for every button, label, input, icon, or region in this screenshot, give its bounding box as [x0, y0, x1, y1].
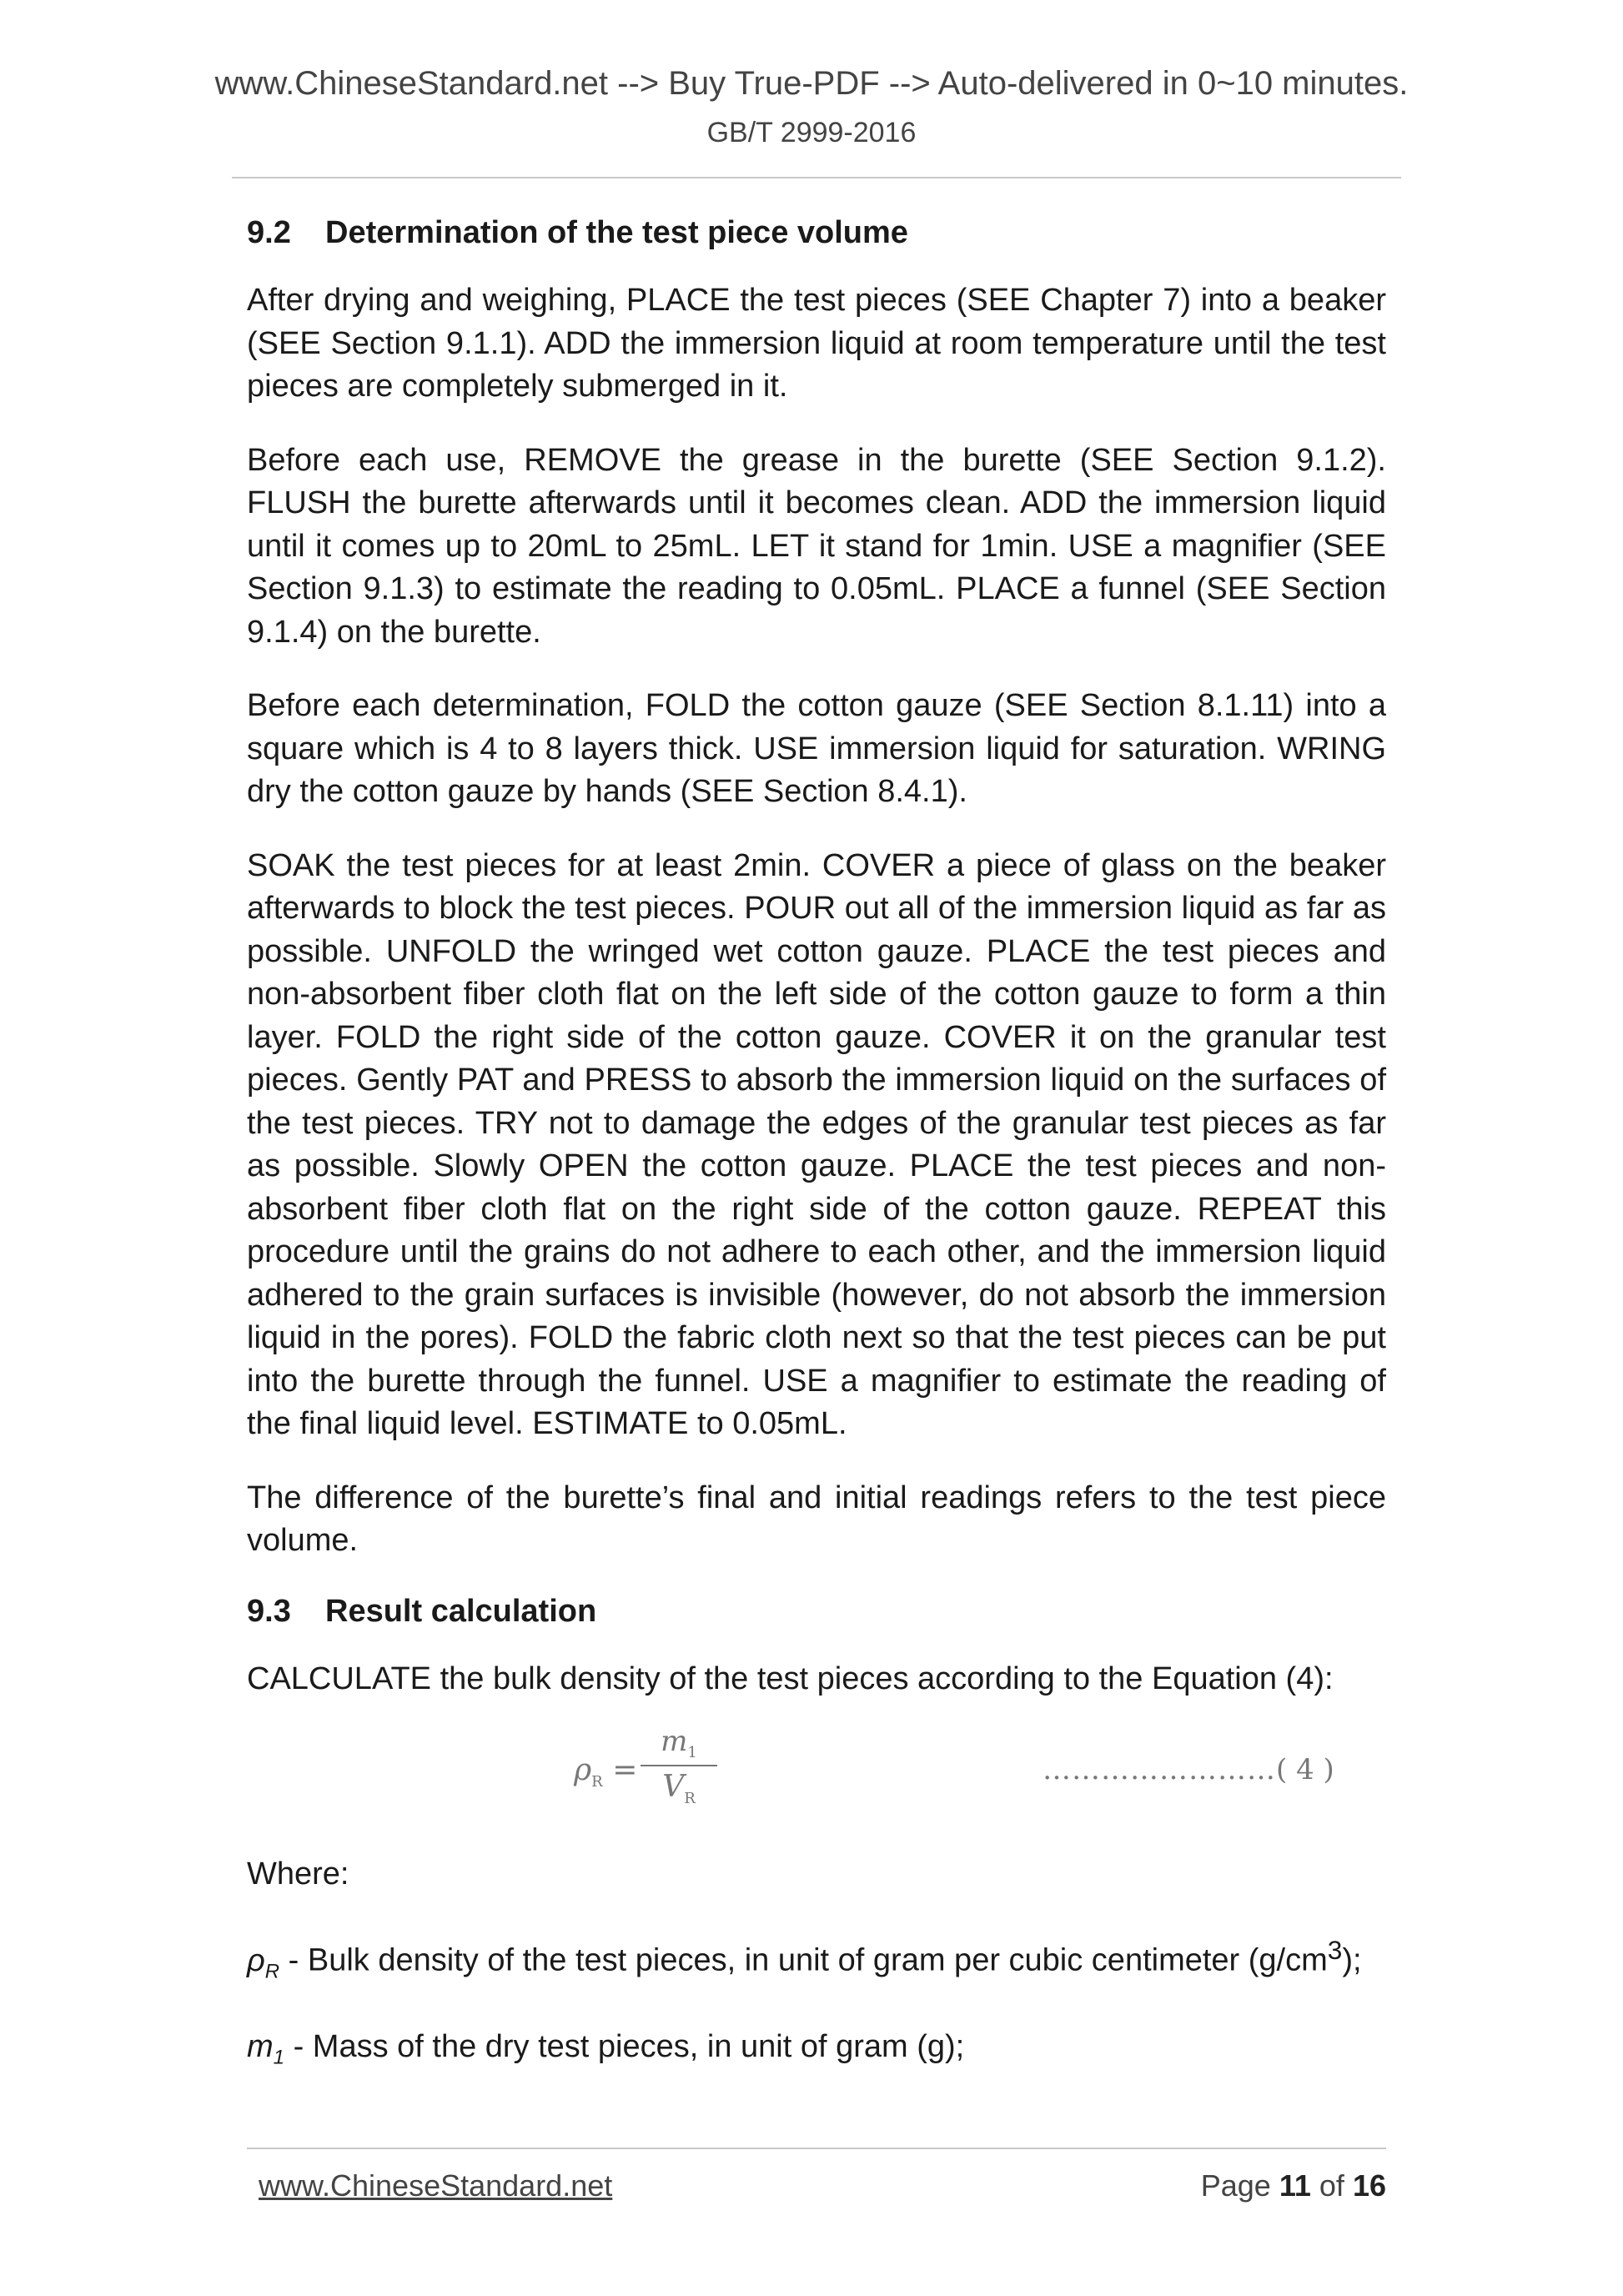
paragraph: Before each use, REMOVE the grease in the burette (SEE Section 9.1.2). FLUSH the burette afterwards until it becomes clean. ADD the immersion liquid until it comes up to 20mL to 25mL. LET it stand for 1min. USE a magnifier (SEE Section 9.1.3) to estimate the reading to 0.05mL. PLACE a funnel (SEE Section 9.1.4) on the burette. [247, 442, 1386, 650]
fraction-bar [641, 1765, 717, 1766]
header-banner: www.ChineseStandard.net --> Buy True-PDF --> Auto-delivered in 0~10 minutes. [214, 65, 1409, 102]
equation-4 [247, 1725, 1386, 1816]
paragraph: After drying and weighing, PLACE the test pieces (SEE Chapter 7) into a beaker (SEE Section 9.1.1). ADD the immersion liquid at room temperature until the test pieces are completely submerged in it. [247, 283, 1386, 404]
paragraph: SOAK the test pieces for at least 2min. COVER a piece of glass on the beaker afterwards to block the test pieces. POUR out all of the immersion liquid as far as possible. UNFOLD the wringed wet cotton gauze. PLACE the test pieces and non-absorbent fiber cloth flat on the left side of the cotton gauze to form a thin layer. FOLD the right side of the cotton gauze. COVER it on the granular test pieces. Gently PAT and PRESS to absorb the immersion liquid on the surfaces of the test pieces. TRY not to damage the edges of the granular test pieces as far as possible. Slowly OPEN the cotton gauze. PLACE the test pieces and non-absorbent fiber cloth flat on the right side of the cotton gauze. REPEAT this procedure until the grains do not adhere to each other, and the immersion liquid adhered to the grain surfaces is invisible (however, do not absorb the immersion liquid in the pores). FOLD the fabric cloth next so that the test pieces can be put into the burette through the funnel. USE a magnifier to estimate the reading of the final liquid level. ESTIMATE to 0.05mL. [247, 847, 1386, 1441]
footer-divider [247, 2148, 1386, 2149]
formula-fraction [641, 1725, 717, 1807]
definition-rho-r: $\rho_R$ - Bulk density of the test pieces, in unit of gram per cubic centimeter $(g/cm^3)$; [247, 1935, 1362, 1983]
section-number: 9.2 [247, 215, 291, 250]
page-content [247, 208, 1386, 2113]
section-number: 9.3 [247, 1593, 291, 1629]
formula-lhs: $\rho_R$ = [574, 1753, 638, 1791]
section-heading-9-3 [247, 1594, 1386, 1630]
current-page: 11 [1279, 2168, 1311, 2203]
section-title: Result calculation [325, 1593, 597, 1629]
section-heading-9-2 [247, 215, 1386, 251]
total-pages: 16 [1352, 2168, 1386, 2203]
formula-denominator: $V_R$ [662, 1769, 696, 1807]
definition-m1: $m_1$ - Mass of the dry test pieces, in unit of gram (g); [247, 2029, 965, 2069]
paragraph: Before each determination, FOLD the cotton gauze (SEE Section 8.1.11) into a square which is 4 to 8 layers thick. USE immersion liquid for saturation. WRING dry the cotton gauze by hands (SEE Section 8.4.1). [247, 688, 1386, 809]
header-divider [232, 177, 1401, 178]
where-label: Where: [247, 1856, 349, 1892]
section-title: Determination of the test piece volume [325, 215, 908, 250]
document-id: GB/T 2999-2016 [706, 117, 917, 148]
equation-number: ……………………( 4 ) [1043, 1753, 1334, 1786]
paragraph: CALCULATE the bulk density of the test pieces according to the Equation (4): [247, 1660, 1334, 1696]
page-indicator: Page 11 of 16 [1200, 2168, 1386, 2203]
footer-site-link[interactable]: www.ChineseStandard.net [259, 2168, 613, 2203]
formula-numerator: $m_1$ [661, 1725, 697, 1761]
paragraph: The difference of the burette’s final and initial readings refers to the test piece volume. [247, 1480, 1386, 1558]
